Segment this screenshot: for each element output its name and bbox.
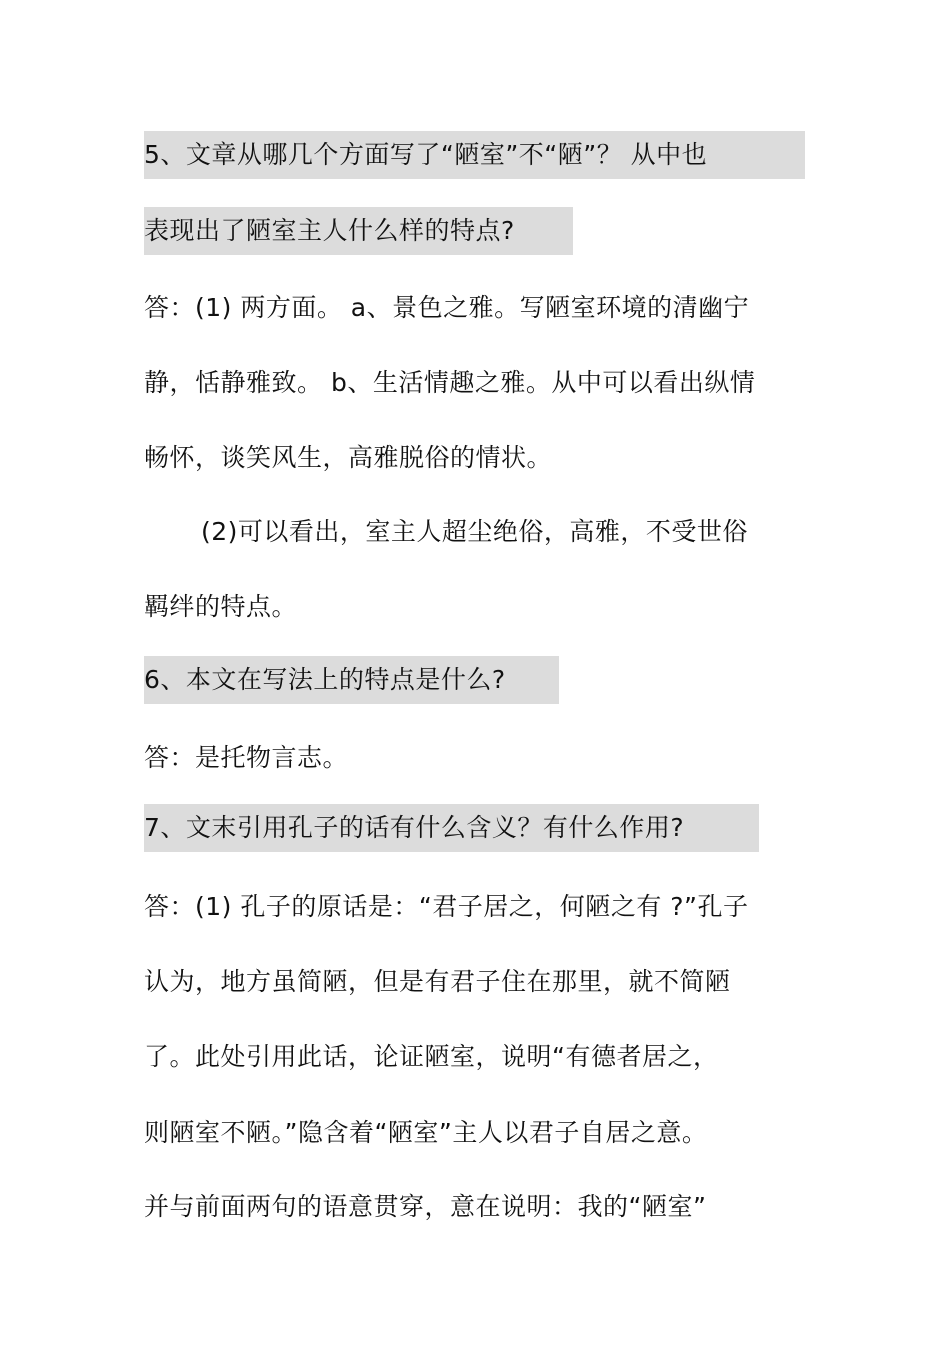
- answer-7-line-5: 并与前面两句的语意贯穿，意在说明：我的“陋室”: [144, 1192, 707, 1221]
- answer-7-line-1: 答：(1) 孔子的原话是：“君子居之，何陋之有 ?”孔子: [144, 892, 749, 921]
- answer-7-line-3: 了。此处引用此话，论证陋室，说明“有德者居之，: [144, 1042, 719, 1071]
- answer-7-line-4: 则陋室不陋。”隐含着“陋室”主人以君子自居之意。: [144, 1118, 708, 1147]
- answer-5-line-2: 静，恬静雅致。 b、生活情趣之雅。从中可以看出纵情: [144, 368, 756, 397]
- question-5-line-2: 表现出了陋室主人什么样的特点?: [144, 207, 573, 255]
- answer-5-line-5: 羁绊的特点。: [144, 592, 298, 621]
- answer-5-line-3: 畅怀，谈笑风生，高雅脱俗的情状。: [144, 443, 553, 472]
- question-6-line-1: 6、本文在写法上的特点是什么?: [144, 656, 559, 704]
- question-7-line-1: 7、文末引用孔子的话有什么含义？有什么作用?: [144, 804, 759, 852]
- answer-5-line-1: 答：(1) 两方面。 a、景色之雅。写陋室环境的清幽宁: [144, 293, 750, 322]
- question-5-line-1: 5、文章从哪几个方面写了“陋室”不“陋”？ 从中也: [144, 131, 805, 179]
- answer-7-line-2: 认为，地方虽简陋，但是有君子住在那里，就不简陋: [144, 967, 731, 996]
- answer-5-line-4: (2)可以看出，室主人超尘绝俗，高雅，不受世俗: [201, 517, 748, 546]
- answer-6-line-1: 答：是托物言志。: [144, 743, 349, 772]
